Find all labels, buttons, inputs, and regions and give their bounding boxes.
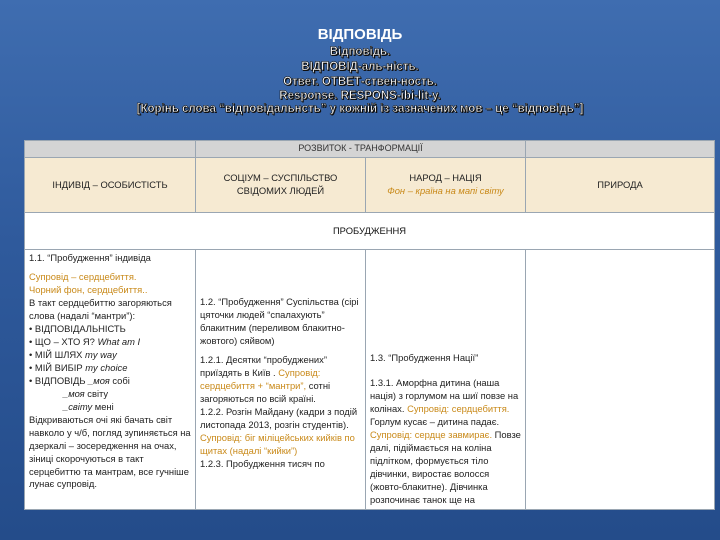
slide-title: ВІДПОВІДЬ <box>317 26 403 43</box>
subtitle-line-4: Response. RESPONS-ibi-lit-y. <box>279 90 441 102</box>
nation-p1: 1.3. “Пробудження Нації” <box>370 352 479 363</box>
individual-p4: Відкриваються очі які бачать світ навколо у ч/б, погляд зупиняється на дзеркалі – зосередження на очах, зіниці скорочуються в такт серцебиттю та мантрам, все гучніше лунає супровід. <box>29 413 191 490</box>
individual-title: 1.1. “Пробудження” індивіда <box>29 252 151 263</box>
section-title: ПРОБУДЖЕННЯ <box>25 213 715 250</box>
subtitle-line-5: [Корінь слова “відповідальнсть” у кожній із зазначених мов – це “відповідь”] <box>136 103 584 115</box>
header-society: СОЦІУМ – СУСПІЛЬСТВО СВІДОМИХ ЛЮДЕЙ <box>196 158 366 213</box>
table-row <box>25 250 715 510</box>
individual-bullet-7: _світу мені <box>63 400 114 412</box>
plan-table <box>24 140 715 510</box>
individual-p3: В такт сердцебиттю загоряються слова (надалі “мантри”): <box>29 296 172 321</box>
header-nation <box>366 158 526 213</box>
header-nature: ПРИРОДА <box>526 158 715 213</box>
header-nation-sub: Фон – країна на мапі світу <box>387 185 504 196</box>
subtitle-line-3: Ответ. ОТВЕТ-ствен-ность. <box>283 76 437 88</box>
society-p2: 1.2.1. Десятки “пробуджених” приїздять в Київ . Супровід: сердцебиття + “мантри”, сотні загоряються по всій країні. <box>200 353 331 404</box>
cell-society <box>196 250 366 510</box>
individual-p1: Супровід – сердцебиття. <box>29 270 137 282</box>
cell-nature <box>526 250 715 510</box>
header-individual: ІНДИВІД – ОСОБИСТІСТЬ <box>25 158 196 213</box>
subtitle-line-2: ВІДПОВІД-аль-ність. <box>301 61 419 73</box>
individual-bullet-3: • МІЙ ШЛЯХ my way <box>29 348 117 360</box>
society-p3: 1.2.2. Розгін Майдану (кадри з подій листопада 2013, розгін студентів). Супровід: біг міліцейських кийків по щитах (надалі “кийки”) <box>200 405 358 456</box>
nation-p2: 1.3.1. Аморфна дитина (наша нація) з горлумом на шиї повзе на колінах. Супровід: сердцебиття. Горлум кусає – дитина падає. Супровід: сердце завмирає. Повзе далі, підіймається на коліна підлітком, формується тіло дівчинки, виростає волосся (жовто-блакитне). Дівчинка розпочинає танок ще на <box>370 376 521 505</box>
individual-bullet-4: • МІЙ ВИБІР my choice <box>29 361 128 373</box>
society-p4: 1.2.3. Пробудження тисяч по <box>200 457 325 469</box>
table-row <box>25 141 715 158</box>
individual-p2: Чорний фон, сердцебиття.. <box>29 283 148 295</box>
society-p1: 1.2. “Пробудження” Суспільства (сірі цяточки людей “спалахують” блакитним (переливом блакитно-жовтого) сяйвом) <box>200 296 359 346</box>
cell-individual <box>25 250 196 510</box>
individual-bullet-5: • ВІДПОВІДЬ _моя собі <box>29 374 130 386</box>
individual-bullet-2: • ЩО – ХТО Я? What am I <box>29 335 141 347</box>
slide-header <box>0 0 720 140</box>
individual-bullet-6: _моя світу <box>63 387 109 399</box>
individual-bullet-1: • ВІДПОВІДАЛЬНІСТЬ <box>29 322 126 334</box>
subtitle-line-1: Відповідь. <box>329 46 391 58</box>
band-label: РОЗВИТОК - ТРАНФОРМАЦІЇ <box>196 141 526 158</box>
table-row <box>25 213 715 250</box>
table-header-row <box>25 158 715 213</box>
header-nation-main: НАРОД – НАЦІЯ <box>409 172 482 184</box>
cell-nation <box>366 250 526 510</box>
